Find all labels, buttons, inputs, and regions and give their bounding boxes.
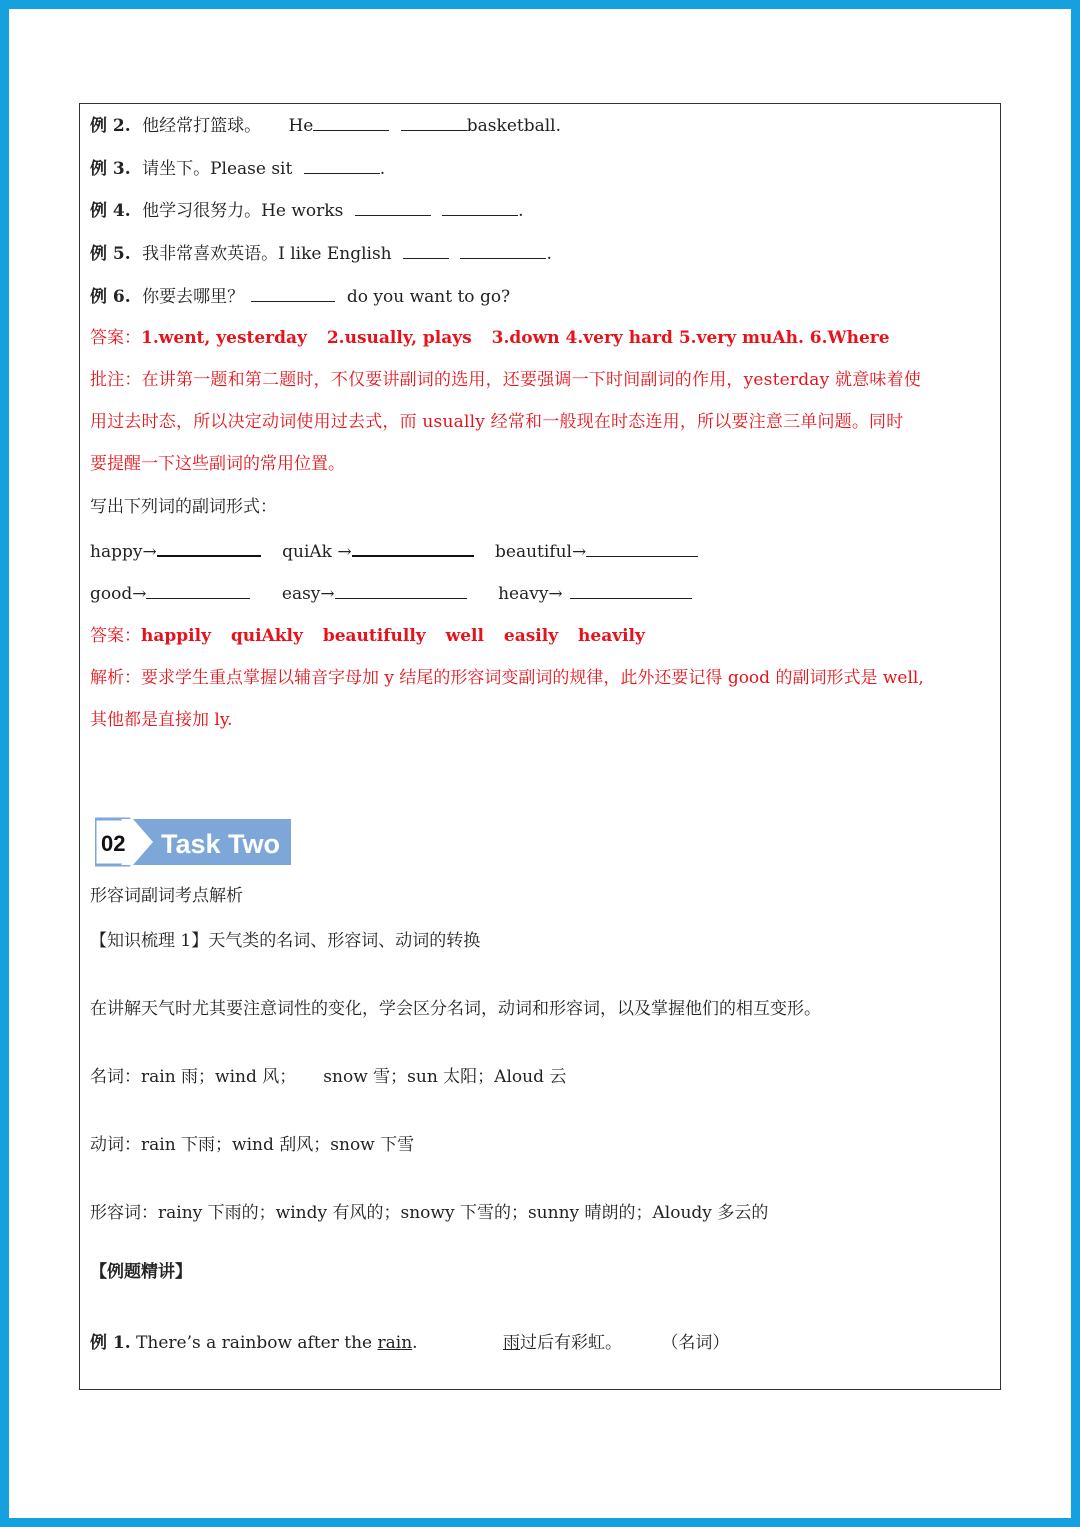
blank[interactable] (335, 582, 467, 599)
note-line-2: 用过去时态，所以决定动词使用过去式，而 usually 经常和一般现在时态连用，所以要注意三单问题。同时 (90, 412, 904, 432)
task-two-banner (95, 817, 291, 867)
blank[interactable] (355, 199, 431, 216)
examples-heading: 【例题精讲】 (90, 1262, 192, 1282)
blank[interactable] (304, 157, 380, 174)
analysis-line-1: 解析：要求学生重点掌握以辅音字母加 y 结尾的形容词变副词的规律，此外还要记得 good 的副词形式是 well, (90, 668, 924, 688)
exercise-instruction: 写出下列词的副词形式： (90, 497, 277, 517)
task-title: Task Two (161, 829, 281, 859)
blank[interactable] (352, 539, 474, 557)
answer-line-1: 答案：1.went, yesterday 2.usually, plays 3.down 4.very hard 5.very muAh. 6.Where (90, 328, 890, 348)
knowledge-heading: 【知识梳理 1】天气类的名词、形容词、动词的转换 (90, 931, 481, 951)
note-line-1: 批注：在讲第一题和第二题时，不仅要讲副词的选用，还要强调一下时间副词的作用，yesterday 就意味着使 (90, 370, 922, 390)
note-line-3: 要提醒一下这些副词的常用位置。 (90, 454, 345, 474)
nouns-line: 名词：rain 雨；wind 风； snow 雪；sun 太阳；Aloud 云 (90, 1067, 567, 1087)
section-intro: 在讲解天气时尤其要注意词性的变化，学会区分名词，动词和形容词，以及掌握他们的相互变形。 (90, 999, 821, 1019)
blank[interactable] (313, 114, 389, 131)
blank[interactable] (401, 114, 467, 131)
task-number: 02 (101, 831, 126, 856)
example-5: 例 5. 我非常喜欢英语。I like English . (90, 244, 552, 264)
section-title: 形容词副词考点解析 (90, 886, 243, 906)
example-1-weather: 例 1. There’s a rainbow after the rain. 雨过后有彩虹。 （名词） (90, 1333, 730, 1353)
adjectives-line: 形容词：rainy 下雨的；windy 有风的；snowy 下雪的；sunny 晴朗的；Aloudy 多云的 (90, 1203, 769, 1223)
verbs-line: 动词：rain 下雨；wind 刮风；snow 下雪 (90, 1135, 415, 1155)
blank[interactable] (442, 199, 518, 216)
blank[interactable] (251, 285, 335, 302)
blank[interactable] (146, 582, 250, 599)
exercise-row-1: happy→ quiAk → beautiful→ (90, 539, 698, 563)
analysis-line-2: 其他都是直接加 ly. (90, 710, 233, 730)
exercise-row-2: good→ easy→ heavy→ (90, 582, 692, 605)
task-banner-graphic (95, 817, 291, 867)
example-3: 例 3. 请坐下。Please sit . (90, 159, 386, 179)
answer-line-2: 答案：happily quiAkly beautifully well easily heavily (90, 626, 645, 646)
example-4: 例 4. 他学习很努力。He works . (90, 201, 524, 221)
blank[interactable] (570, 582, 692, 599)
blank[interactable] (403, 242, 449, 259)
blank[interactable] (460, 242, 546, 259)
blank[interactable] (157, 539, 261, 557)
example-6: 例 6. 你要去哪里？ do you want to go? (90, 287, 511, 307)
blank[interactable] (586, 540, 698, 557)
example-2: 例 2. 他经常打篮球。 He basketball. (90, 116, 562, 136)
